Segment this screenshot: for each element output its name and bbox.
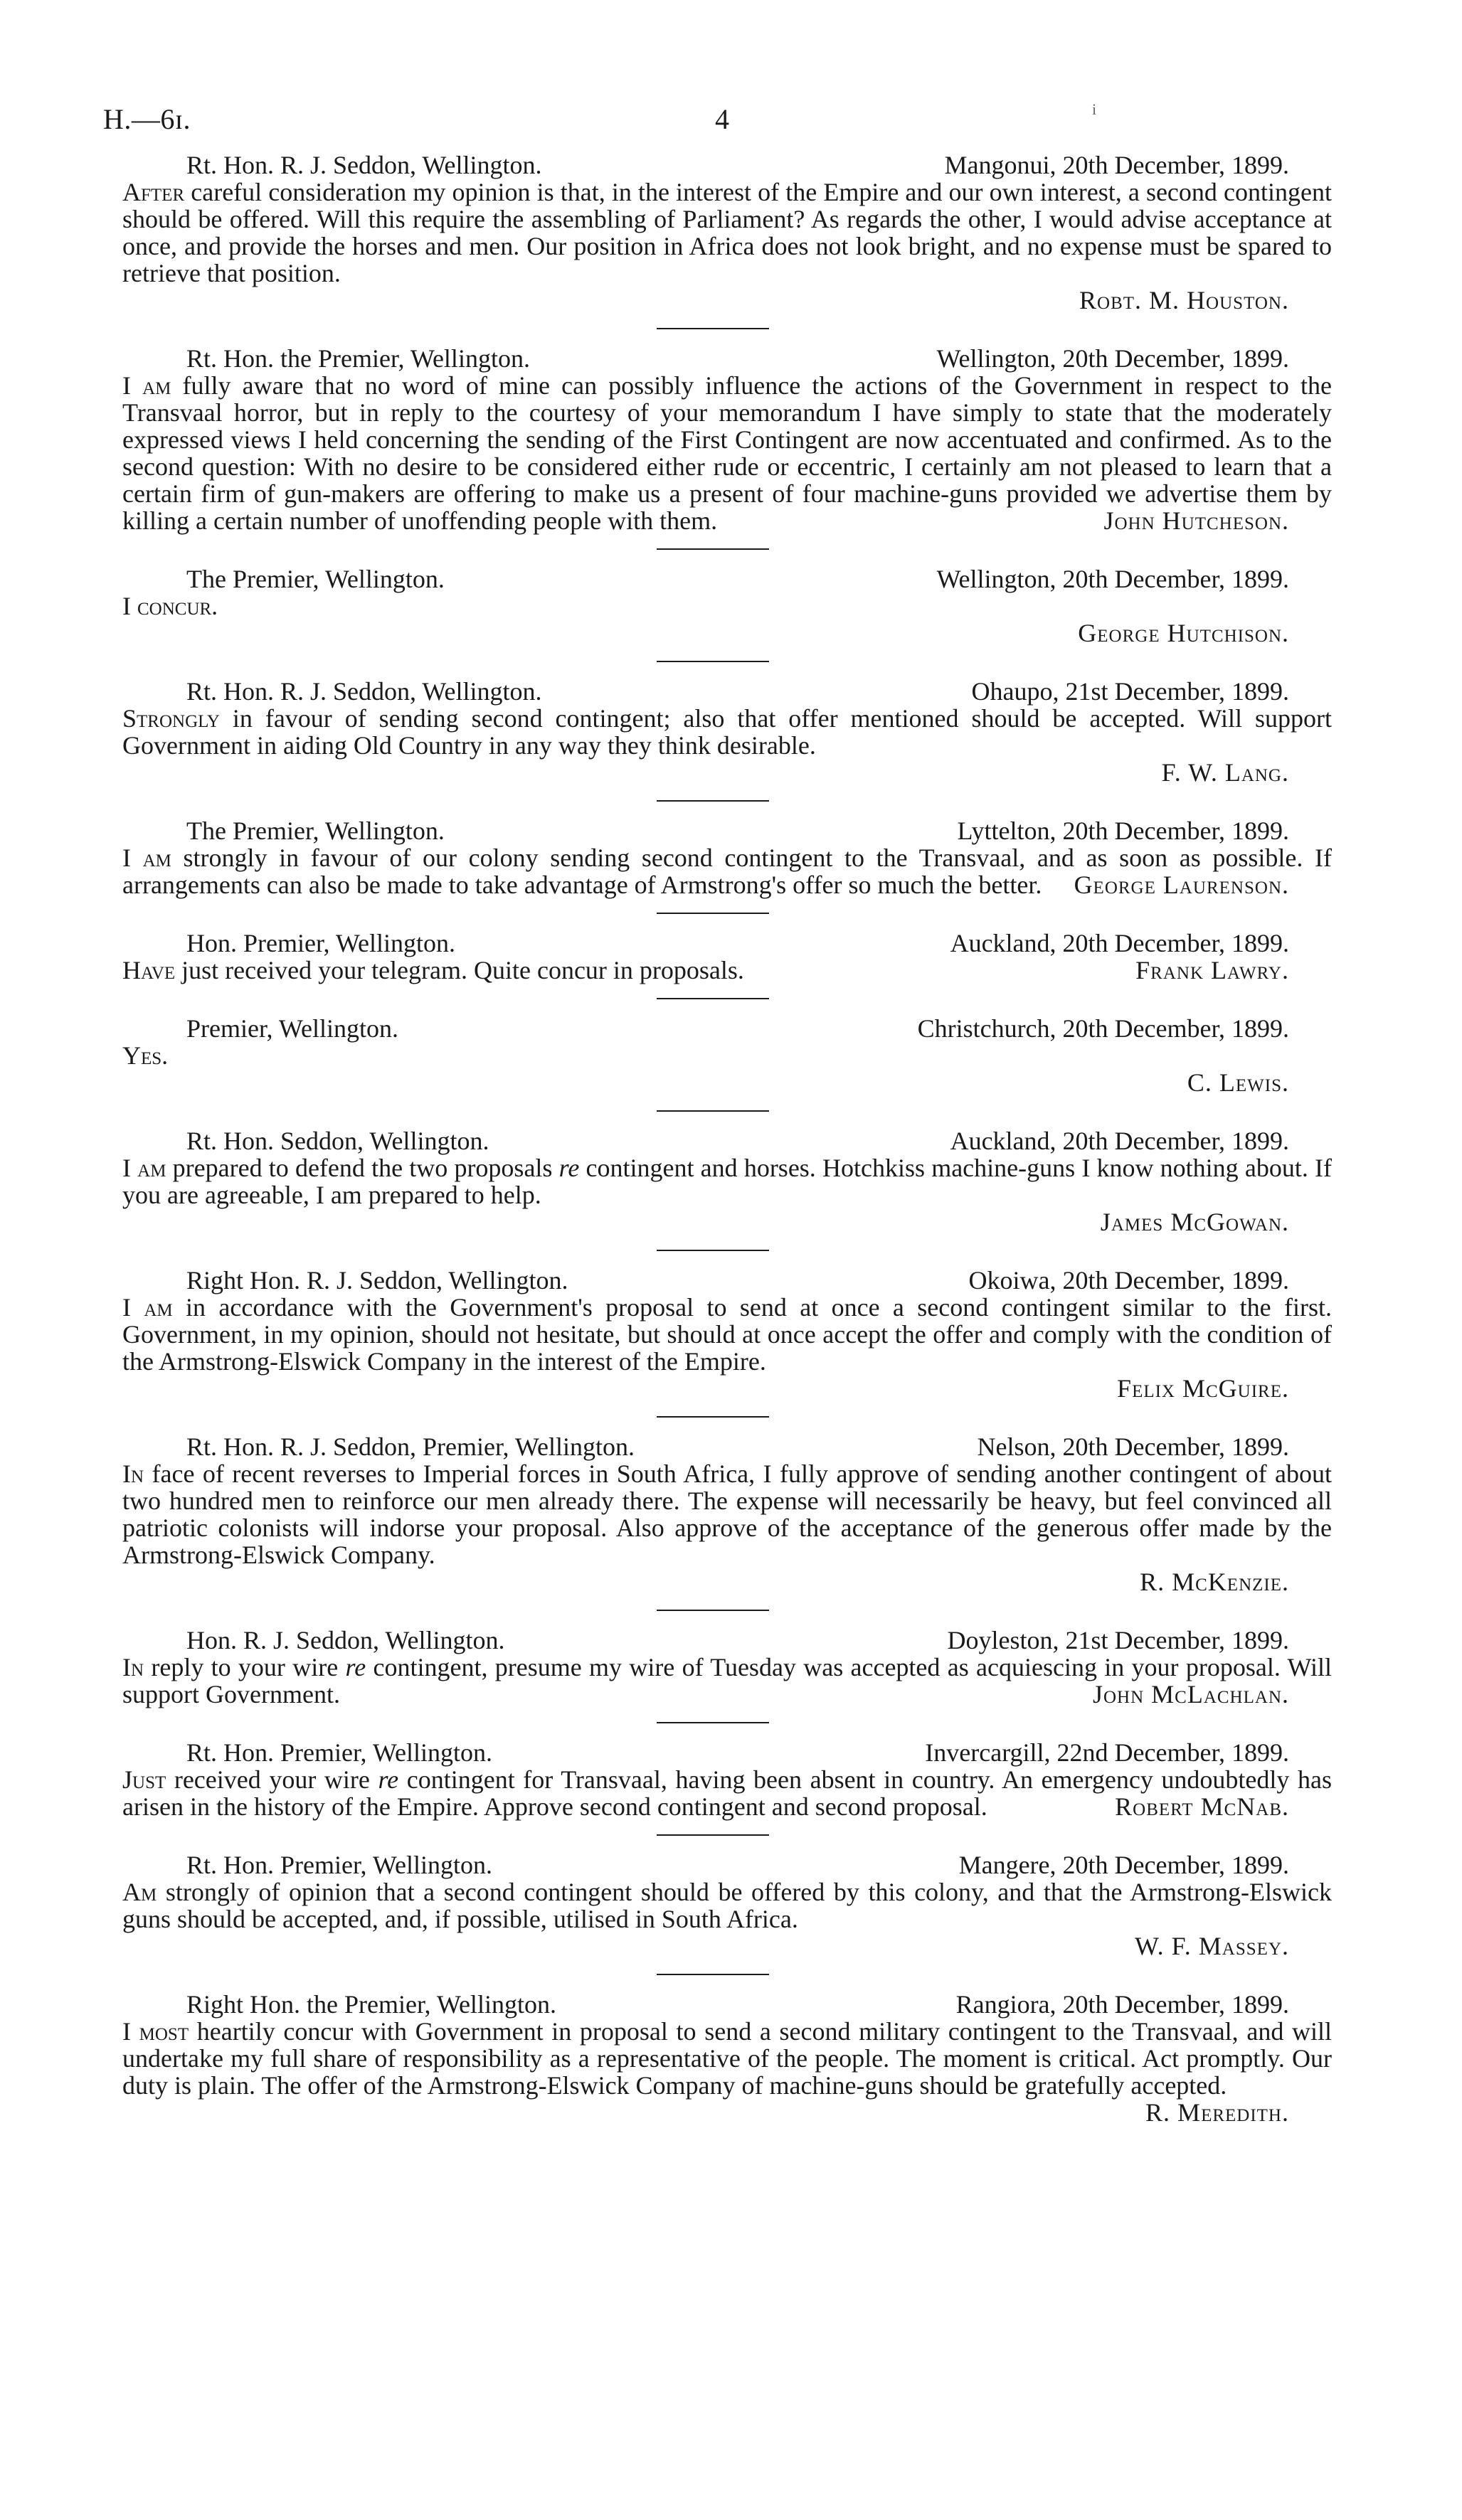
telegram-place-date: Lyttelton, 20th December, 1899. <box>957 817 1289 845</box>
telegram-signature: James McGowan. <box>1100 1208 1289 1236</box>
telegram <box>122 817 1332 898</box>
telegram-place-date: Doyleston, 21st December, 1899. <box>947 1626 1289 1654</box>
telegram-addressee: Rt. Hon. R. J. Seddon, Wellington. <box>186 151 542 179</box>
page-number: 4 <box>715 103 729 135</box>
telegram-signature: John Hutcheson. <box>1103 506 1289 535</box>
telegram-addressee: Right Hon. the Premier, Wellington. <box>186 1990 556 2019</box>
telegram-signature: F. W. Lang. <box>1161 758 1289 787</box>
telegram <box>122 1433 1332 1595</box>
telegram-first-word: I most <box>122 2017 189 2046</box>
telegram-place-date: Invercargill, 22nd December, 1899. <box>925 1738 1289 1767</box>
separator-rule <box>657 998 769 999</box>
telegram <box>122 1127 1332 1235</box>
telegram-signature: C. Lewis. <box>1187 1068 1289 1097</box>
telegram <box>122 1739 1332 1820</box>
telegram-body <box>122 1878 1332 1932</box>
telegram-heading <box>122 565 1332 592</box>
telegram-addressee: Rt. Hon. Premier, Wellington. <box>186 1851 492 1879</box>
telegram-body <box>122 592 1332 620</box>
separator-rule <box>657 1834 769 1836</box>
telegram-place-date: Christchurch, 20th December, 1899. <box>917 1014 1289 1043</box>
telegram-first-word: Just <box>122 1765 166 1794</box>
telegram-first-word: In <box>122 1653 144 1681</box>
telegram-signature: R. Meredith. <box>1145 2098 1289 2127</box>
telegram-addressee: Premier, Wellington. <box>186 1014 398 1043</box>
telegram-text: careful consideration my opinion is that, in the interest of the Empire and our own interest, a second contingent should be offered. Will this require the assembling of Parliament? As regards the other, I would advise acceptance at once, and provide the horses and men. Our position in Africa does not look bright, and no expense must be spared to retrieve that position. <box>122 178 1332 287</box>
telegram <box>122 1015 1332 1096</box>
separator-rule <box>657 548 769 550</box>
telegram-body <box>122 1294 1332 1375</box>
telegram-heading <box>122 151 1332 179</box>
telegram-addressee: Rt. Hon. R. J. Seddon, Premier, Wellington. <box>186 1432 635 1461</box>
separator-rule <box>657 1610 769 1611</box>
separator-rule <box>657 661 769 662</box>
telegram-signature: R. McKenzie. <box>1140 1568 1289 1596</box>
telegram-addressee: Rt. Hon. the Premier, Wellington. <box>186 344 530 373</box>
telegram-heading <box>122 1015 1332 1042</box>
separator-rule <box>657 800 769 802</box>
telegram-text: in favour of sending second contingent; also that offer mentioned should be accepted. Will support Government in aiding Old Country in any way they think desirable. <box>122 704 1332 760</box>
telegram <box>122 1267 1332 1402</box>
telegram-addressee: Rt. Hon. Seddon, Wellington. <box>186 1127 489 1155</box>
separator-rule <box>657 1250 769 1251</box>
telegram-signature: Robert McNab. <box>1115 1792 1289 1821</box>
telegram-heading <box>122 345 1332 372</box>
telegram-text: reply to your wire re contingent, presume my wire of Tuesday was accepted as acquiescing in your proposal. Will support Government. <box>122 1653 1333 1708</box>
telegram-first-word: I am <box>122 371 171 400</box>
telegram <box>122 930 1332 984</box>
telegram-addressee: The Premier, Wellington. <box>186 565 445 593</box>
telegram <box>122 1851 1332 1960</box>
telegram <box>122 565 1332 647</box>
telegram-addressee: Rt. Hon. R. J. Seddon, Wellington. <box>186 677 542 706</box>
telegram-place-date: Mangonui, 20th December, 1899. <box>944 151 1289 179</box>
telegram <box>122 1991 1332 2126</box>
telegram-text: received your wire re contingent for Transvaal, having been absent in country. An emergency undoubtedly has arisen in the history of the Empire. Approve second contingent and second proposal. <box>122 1765 1332 1821</box>
telegram-body <box>122 844 1332 898</box>
telegram-place-date: Ohaupo, 21st December, 1899. <box>971 677 1289 706</box>
telegram-body <box>122 2017 1332 2127</box>
telegram-addressee: Hon. R. J. Seddon, Wellington. <box>186 1626 505 1654</box>
telegram-body <box>122 372 1332 534</box>
telegram-body <box>122 1154 1332 1208</box>
telegram <box>122 345 1332 534</box>
telegram-first-word: I am <box>122 1293 173 1322</box>
telegram-text: just received your telegram. Quite concur in proposals. <box>175 956 744 984</box>
telegram <box>122 1627 1332 1708</box>
telegram-text: fully aware that no word of mine can possibly influence the actions of the Government in respect to the Transvaal horror, but in reply to the courtesy of your memorandum I have simply to state that the moderately expressed views I held concerning the sending of the First Contingent are now accentuated and confirmed. As to the second question: With no desire to be considered either rude or eccentric, I certainly am not pleased to learn that a certain firm of gun-makers are offering to make us a present of four machine-guns provided we advertise them by killing a certain number of unoffending people with them. <box>122 371 1332 535</box>
telegram-first-word: I am <box>122 844 171 872</box>
telegram-place-date: Rangiora, 20th December, 1899. <box>955 1990 1289 2019</box>
separator-rule <box>657 1416 769 1418</box>
telegram-heading <box>122 930 1332 957</box>
telegram-place-date: Wellington, 20th December, 1899. <box>936 344 1289 373</box>
telegram-heading <box>122 1851 1332 1878</box>
telegram-body <box>122 705 1332 759</box>
telegram-text: strongly of opinion that a second contingent should be offered by this colony, and that the Armstrong-Elswick guns should be accepted, and, if possible, utilised in South Africa. <box>122 1878 1332 1933</box>
telegram-heading <box>122 1267 1332 1294</box>
telegram-text: prepared to defend the two proposals re contingent and horses. Hotchkiss machine-guns I know nothing about. If you are agreeable, I am prepared to help. <box>122 1154 1333 1209</box>
telegram-text: heartily concur with Government in proposal to send a second military contingent to the Transvaal, and will undertake my full share of responsibility as a representative of the people. The moment is critical. Act promptly. Our duty is plain. The offer of the Armstrong-Elswick Company of machine-guns should be gratefully accepted. <box>122 2017 1332 2100</box>
telegram-first-word: Have <box>122 956 176 984</box>
telegram-addressee: Rt. Hon. Premier, Wellington. <box>186 1738 492 1767</box>
telegram-place-date: Okoiwa, 20th December, 1899. <box>968 1266 1289 1294</box>
document-code: H.—6ɪ. <box>103 103 191 135</box>
telegram-addressee: Right Hon. R. J. Seddon, Wellington. <box>186 1266 568 1294</box>
telegram-addressee: The Premier, Wellington. <box>186 817 445 845</box>
telegram-body <box>122 179 1332 287</box>
telegram-first-word: I am <box>122 1154 166 1182</box>
margin-mark: i <box>1092 100 1097 118</box>
telegram <box>122 151 1332 314</box>
telegram-first-word: Yes. <box>122 1041 169 1070</box>
separator-rule <box>657 913 769 914</box>
separator-rule <box>657 1974 769 1975</box>
telegram-heading <box>122 1991 1332 2018</box>
telegram-heading <box>122 678 1332 705</box>
telegram-body <box>122 1460 1332 1568</box>
telegram-list <box>122 151 1332 2126</box>
telegram-signature: Robt. M. Houston. <box>1079 286 1289 314</box>
telegram-heading <box>122 1433 1332 1460</box>
telegram-place-date: Auckland, 20th December, 1899. <box>950 1127 1289 1155</box>
separator-rule <box>657 328 769 329</box>
telegram-first-word: Strongly <box>122 704 220 733</box>
telegram-heading <box>122 817 1332 844</box>
telegram-text: in accordance with the Government's proposal to send at once a second contingent similar to the first. Government, in my opinion, should not hesitate, but should at once accept the offer and comply with the condition of the Armstrong-Elswick Company in the interest of the Empire. <box>122 1293 1333 1376</box>
telegram-signature: W. F. Massey. <box>1134 1932 1289 1960</box>
telegram-place-date: Wellington, 20th December, 1899. <box>936 565 1289 593</box>
telegram-place-date: Auckland, 20th December, 1899. <box>950 929 1289 957</box>
telegram-body <box>122 1766 1332 1820</box>
telegram-signature: Frank Lawry. <box>1135 956 1289 984</box>
telegram-place-date: Nelson, 20th December, 1899. <box>977 1432 1289 1461</box>
telegram-first-word: In <box>122 1460 144 1488</box>
telegram-body <box>122 1042 1332 1069</box>
telegram-signature: John McLachlan. <box>1092 1680 1289 1708</box>
telegram-signature: Felix McGuire. <box>1117 1374 1289 1403</box>
telegram-heading <box>122 1127 1332 1154</box>
telegram-heading <box>122 1739 1332 1766</box>
telegram-signature: George Hutchison. <box>1078 619 1289 647</box>
telegram-heading <box>122 1627 1332 1654</box>
telegram-body <box>122 1654 1332 1708</box>
telegram-place-date: Mangere, 20th December, 1899. <box>958 1851 1289 1879</box>
telegram-first-word: I concur. <box>122 592 218 620</box>
telegram <box>122 678 1332 786</box>
telegram-body <box>122 957 1332 984</box>
telegram-text: strongly in favour of our colony sending second contingent to the Transvaal, and as soon as possible. If arrangements can also be made to take advantage of Armstrong's offer so much the better. <box>122 844 1332 899</box>
telegram-signature: George Laurenson. <box>1074 871 1289 899</box>
telegram-text: face of recent reverses to Imperial forces in South Africa, I fully approve of sending another contingent of about two hundred men to reinforce our men already there. The expense will necessarily be heavy, but feel convinced all patriotic colonists will indorse your proposal. Also approve of the acceptance of the generous offer made by the Armstrong-Elswick Company. <box>122 1460 1332 1569</box>
separator-rule <box>657 1110 769 1112</box>
separator-rule <box>657 1722 769 1723</box>
telegram-first-word: Am <box>122 1878 157 1906</box>
telegram-first-word: After <box>122 178 185 206</box>
telegram-addressee: Hon. Premier, Wellington. <box>186 929 455 957</box>
